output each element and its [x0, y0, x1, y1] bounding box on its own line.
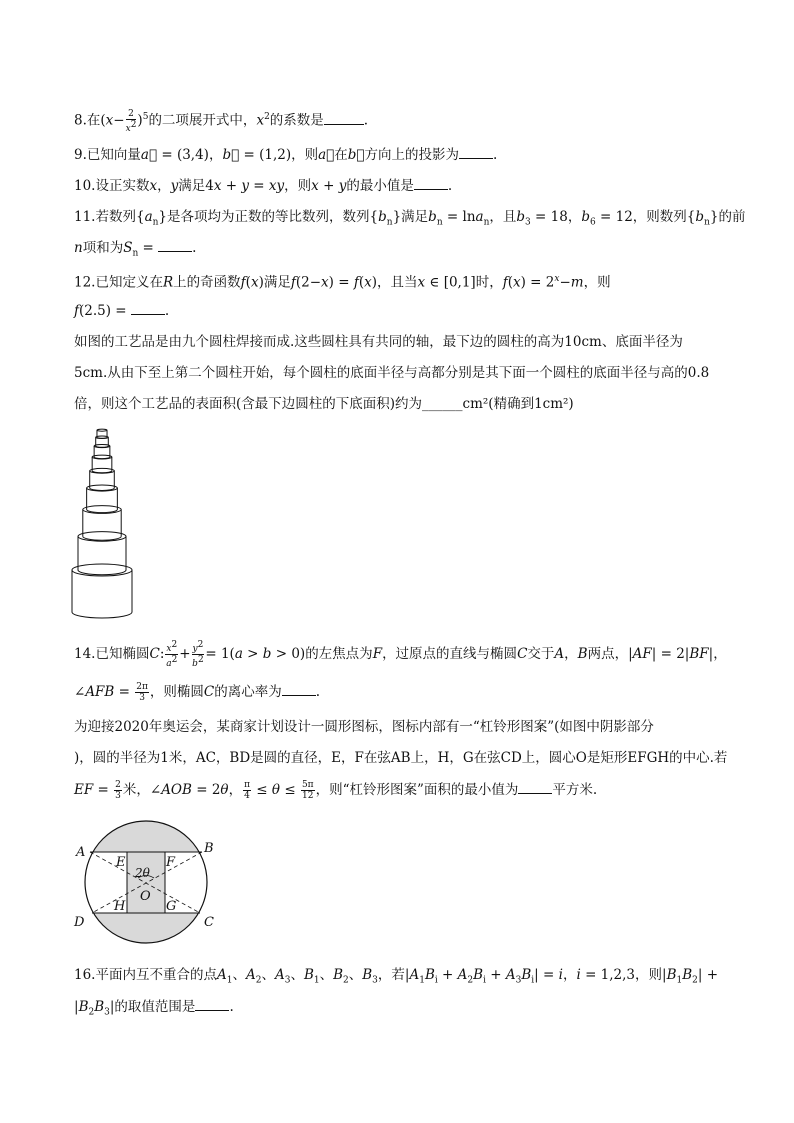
label-b: B [204, 841, 214, 856]
question-13-line-3: 倍，则这个工艺品的表面积(含最下边圆柱的下底面积)约为______cm²(精确到1cm²) [74, 396, 574, 412]
shaded-bottom-segment [70, 913, 222, 946]
label-a: A [76, 845, 86, 860]
label-g: G [166, 899, 177, 914]
question-14-line-1: 14.已知椭圆C: $\frac{x^2}{a^2}$ + $\frac{y^2}{b^2}$ = 1(a > b > 0)的左焦点为F，过原点的直线与椭圆C交于A，B两点，|AF| = 2|BF|， [74, 640, 727, 669]
question-13-line-1: 如图的工艺品是由九个圆柱焊接而成.这些圆柱具有共同的轴，最下边的圆柱的高为10cm、底面半径为 [74, 334, 683, 350]
label-o: O [140, 889, 151, 904]
cylinder-9 [97, 429, 107, 438]
question-11-line-2: n项和为$S_n$ = . [74, 240, 197, 259]
question-16-line-1: 16.平面内互不重合的点$A_1$、$A_2$、$A_3$、$B_1$、$B_2$、$B_3$，若$|A_1B_i + A_2B_i + A_3B_i| = i$，i = 1,2,3，则$|B_1B_2|$ + [74, 967, 719, 986]
question-11-line-1: 11.若数列$\{a_n\}$是各项均为正数的等比数列，数列$\{b_n\}$满足$b_n = \ln a_n$，且$b_3 = 18$，$b_6 = 12$，则数列$\{b_n\}$的前 [74, 209, 746, 228]
label-h: H [114, 899, 126, 914]
label-angle: 2θ [135, 866, 150, 880]
question-16-line-2: $|B_2B_3|$的取值范围是 . [74, 999, 234, 1018]
barbell-circle-figure [70, 818, 222, 946]
label-d: D [74, 915, 85, 930]
question-15-line-1: 为迎接2020年奥运会，某商家计划设计一圆形图标，图标内部有一“杠铃形图案”(如图中阴影部分 [74, 719, 654, 735]
question-10: 10.设正实数x，y满足4x + y = xy，则x + y的最小值是 . [74, 178, 453, 194]
question-9: 9.已知向量a⃗ = (3,4)，b⃗ = (1,2)，则a⃗在b⃗方向上的投影为 . [74, 147, 498, 163]
stacked-cylinders-figure [66, 420, 138, 620]
question-15-line-3: EF = $\frac{2}{3}$ 米，∠AOB = 2θ， $\frac{\pi}{4}$ ≤ θ ≤ $\frac{5\pi}{12}$ ，则“杠铃形图案”面积的最小值为 平方米. [74, 780, 598, 801]
label-e: E [116, 855, 126, 870]
question-13-line-2: 5cm.从由下至上第二个圆柱开始，每个圆柱的底面半径与高都分别是其下面一个圆柱的底面半径与高的0.8 [74, 365, 710, 381]
question-12-line-2: f(2.5) = . [74, 303, 170, 319]
question-14-line-2: ∠AFB = $\frac{2\pi}{3}$ ，则椭圆C的离心率为 . [74, 682, 321, 703]
label-f: F [166, 855, 176, 870]
question-15-line-2: )，圆的半径为1米，AC，BD是圆的直径，E，F在弦AB上，H，G在弦CD上，圆心O是矩形EFGH的中心.若 [74, 750, 728, 766]
question-8: 8.在(x− $\frac{2}{x^2}$ )$^5$的二项展开式中，$x^2$的系数是 . [74, 108, 369, 134]
shaded-top-segment [70, 818, 222, 852]
label-c: C [204, 915, 214, 930]
question-12-line-1: 12.已知定义在R上的奇函数f(x)满足f(2−x) = f(x)，且当x ∈ [0,1]时，$f(x) = 2^x-m$，则 [74, 274, 611, 291]
